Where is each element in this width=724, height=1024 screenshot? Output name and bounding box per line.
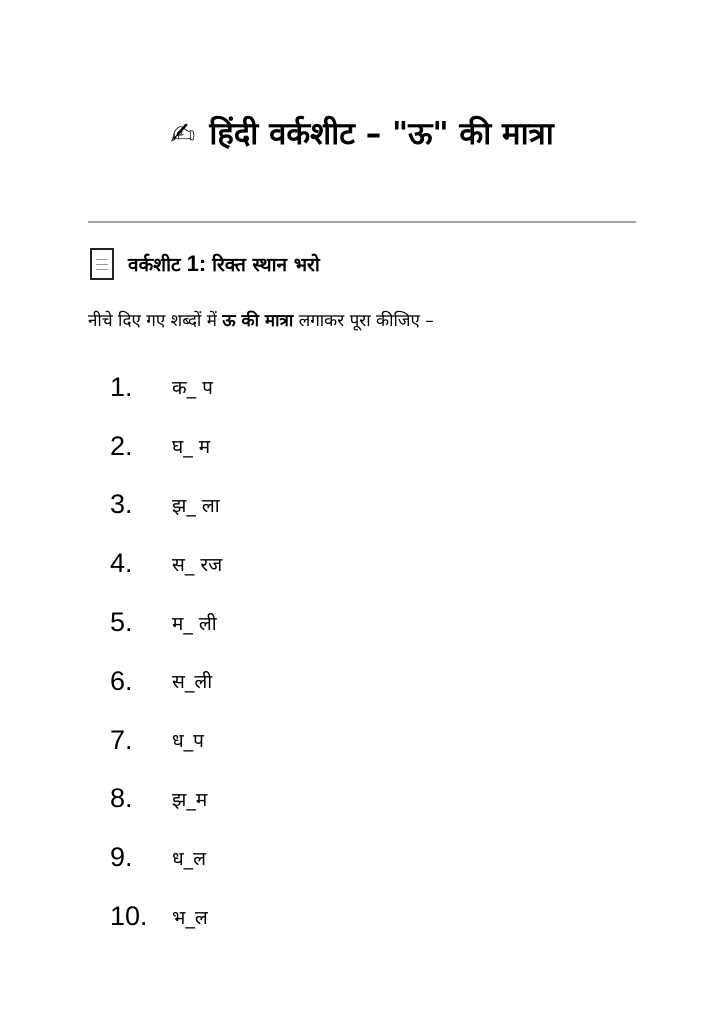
list-item xyxy=(110,534,222,593)
item-number: 6. xyxy=(110,665,133,696)
item-word: स_ रज xyxy=(172,553,223,576)
section-subtitle: रिक्त स्थान भरो xyxy=(212,254,320,276)
item-number: 1. xyxy=(110,371,133,402)
item-number: 9. xyxy=(110,842,133,873)
instruction-bold: ऊ की मात्रा xyxy=(222,311,294,331)
item-word: घ_ म xyxy=(172,436,211,459)
list-item xyxy=(110,770,222,829)
instruction-text: नीचे दिए गए शब्दों में xyxy=(88,311,217,331)
item-word: झ_ ला xyxy=(172,494,220,517)
list-item xyxy=(110,828,222,887)
document-icon xyxy=(90,248,114,280)
list-item xyxy=(110,711,222,770)
section-heading xyxy=(90,248,320,280)
item-number: 10. xyxy=(110,901,148,932)
list-item xyxy=(110,417,222,476)
item-number: 2. xyxy=(110,430,133,461)
item-word: भ_ल xyxy=(172,906,208,929)
instruction-text-end: लगाकर पूरा कीजिए – xyxy=(298,311,434,331)
section-number: 1: xyxy=(186,251,207,276)
item-number: 7. xyxy=(110,724,133,755)
list-item xyxy=(110,652,222,711)
item-number: 8. xyxy=(110,783,133,814)
writing-hand-icon: ✍ xyxy=(170,117,196,152)
item-word: झ_म xyxy=(172,788,208,811)
divider xyxy=(88,221,636,223)
item-word: स_ली xyxy=(172,671,213,694)
exercise-list xyxy=(110,358,222,946)
item-number: 5. xyxy=(110,607,133,638)
list-item xyxy=(110,476,222,535)
item-number: 4. xyxy=(110,548,133,579)
list-item xyxy=(110,887,222,946)
list-item xyxy=(110,593,222,652)
item-word: ध_ल xyxy=(172,847,207,870)
item-number: 3. xyxy=(110,489,133,520)
item-word: ध_प xyxy=(172,730,204,753)
list-item xyxy=(110,358,222,417)
section-label: वर्कशीट xyxy=(128,254,181,276)
item-word: क_ प xyxy=(172,377,213,400)
title-text: हिंदी वर्कशीट – "ऊ" की मात्रा xyxy=(209,116,554,152)
page-title xyxy=(0,112,724,154)
instruction xyxy=(88,308,434,331)
item-word: म_ ली xyxy=(172,612,217,635)
